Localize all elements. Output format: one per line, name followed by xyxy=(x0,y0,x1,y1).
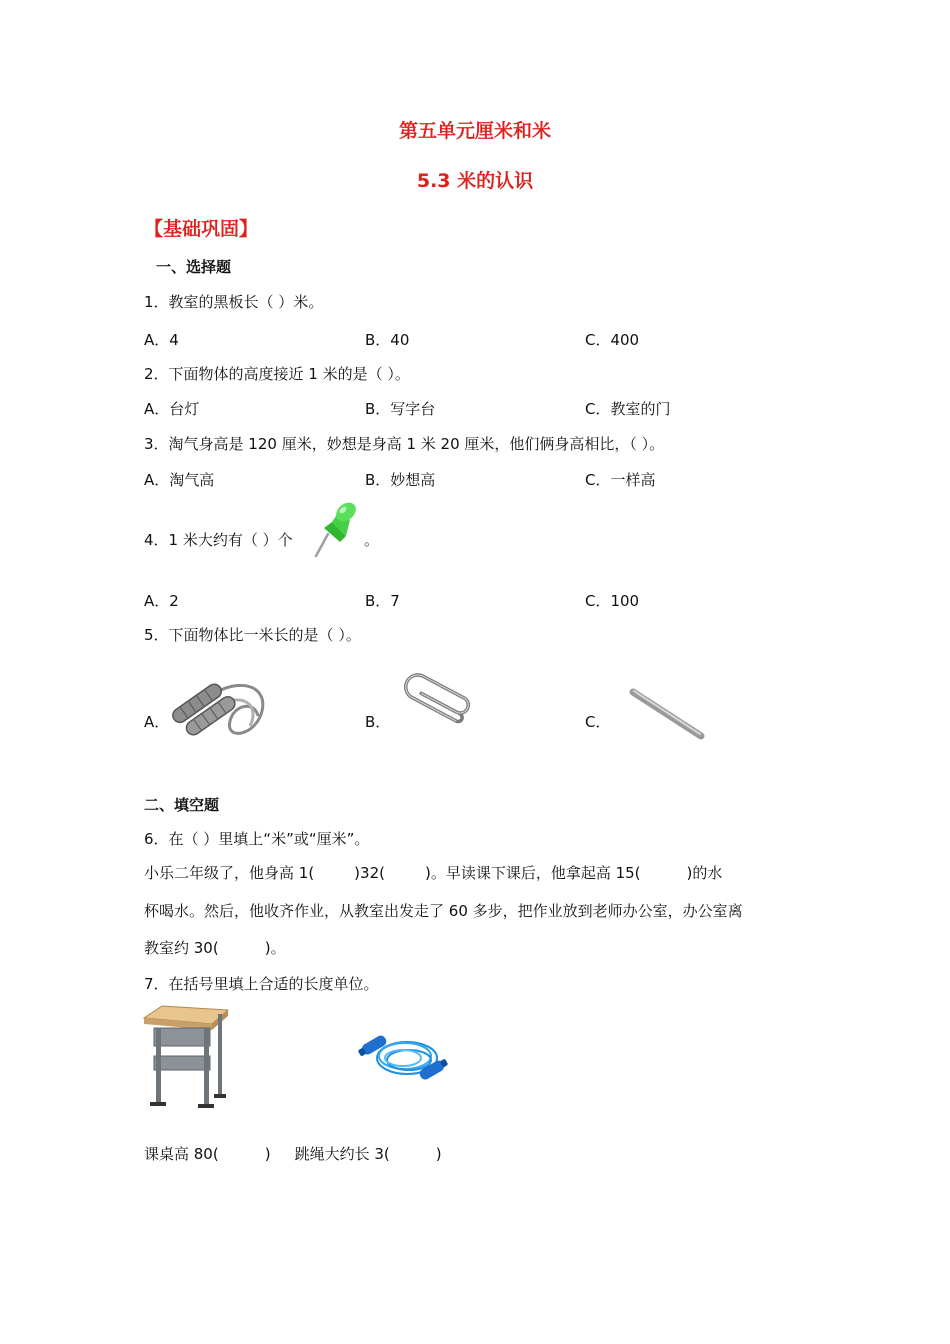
q6-line-1 xyxy=(144,862,722,883)
q6-line-3 xyxy=(144,937,286,958)
q3-option-a[interactable]: A．淘气高 xyxy=(144,471,215,489)
skipping-rope-icon xyxy=(355,1014,455,1098)
q2-option-a[interactable]: A．台灯 xyxy=(144,400,200,418)
q7-rope-text: 跳绳大约长 3( xyxy=(294,1145,390,1163)
paperclip-icon[interactable] xyxy=(400,672,476,728)
q2-option-c[interactable]: C．教室的门 xyxy=(585,400,671,418)
q4-option-a[interactable]: A．2 xyxy=(144,592,179,610)
q1-option-b[interactable]: B．40 xyxy=(365,331,410,349)
question-3: 3．淘气身高是 120 厘米，妙想是身高 1 米 20 厘米，他们俩身高相比，（ ）。 xyxy=(144,435,665,453)
section-label: 【基础巩固】 xyxy=(144,218,259,240)
question-1: 1．教室的黑板长（ ）米。 xyxy=(144,293,324,311)
q7-rope-close: ) xyxy=(435,1145,442,1163)
q6-l1-part3: )。早读课下课后，他拿起高 15( xyxy=(424,864,641,882)
q6-l3-part1: 教室约 30( xyxy=(144,939,219,957)
pushpin-icon xyxy=(310,498,360,560)
q4-option-b[interactable]: B．7 xyxy=(365,592,400,610)
question-5: 5．下面物体比一米长的是（ ）。 xyxy=(144,626,361,644)
question-4-end: 。 xyxy=(364,531,380,549)
q1-option-a[interactable]: A．4 xyxy=(144,331,179,349)
question-2: 2．下面物体的高度接近 1 米的是（ ）。 xyxy=(144,365,410,383)
q6-l1-part4: )的水 xyxy=(686,864,723,882)
q6-line-2: 杯喝水。然后，他收齐作业，从教室出发走了 60 多步，把作业放到老师办公室，办公室离 xyxy=(144,902,743,920)
q7-desk-text: 课桌高 80( xyxy=(144,1145,219,1163)
section-heading-fill: 二、填空题 xyxy=(144,796,220,814)
q2-option-b[interactable]: B．写字台 xyxy=(365,400,436,418)
question-4-text: 4．1 米大约有（ ）个 xyxy=(144,531,293,549)
q5-option-c[interactable]: C． xyxy=(585,713,611,731)
q7-desk-close: ) xyxy=(264,1145,271,1163)
q5-option-b[interactable]: B． xyxy=(365,713,391,731)
q3-option-c[interactable]: C．一样高 xyxy=(585,471,656,489)
stick-icon[interactable] xyxy=(625,686,709,742)
desk-icon xyxy=(140,1004,232,1112)
question-7: 7．在括号里填上合适的长度单位。 xyxy=(144,975,379,993)
q3-option-b[interactable]: B．妙想高 xyxy=(365,471,436,489)
q1-option-c[interactable]: C．400 xyxy=(585,331,640,349)
section-heading-choice: 一、选择题 xyxy=(156,258,232,276)
unit-title: 第五单元厘米和米 xyxy=(398,120,551,142)
q7-answer-line xyxy=(144,1143,442,1164)
question-6: 6．在（ ）里填上“米”或“厘米”。 xyxy=(144,830,370,848)
q4-option-c[interactable]: C．100 xyxy=(585,592,640,610)
q5-option-a[interactable]: A． xyxy=(144,713,170,731)
q6-l1-part2: )32( xyxy=(354,864,385,882)
jump-rope-icon[interactable] xyxy=(170,666,270,746)
q6-l1-part1: 小乐二年级了，他身高 1( xyxy=(144,864,315,882)
q6-l3-part2: )。 xyxy=(264,939,286,957)
lesson-title: 5.3 米的认识 xyxy=(416,170,534,192)
